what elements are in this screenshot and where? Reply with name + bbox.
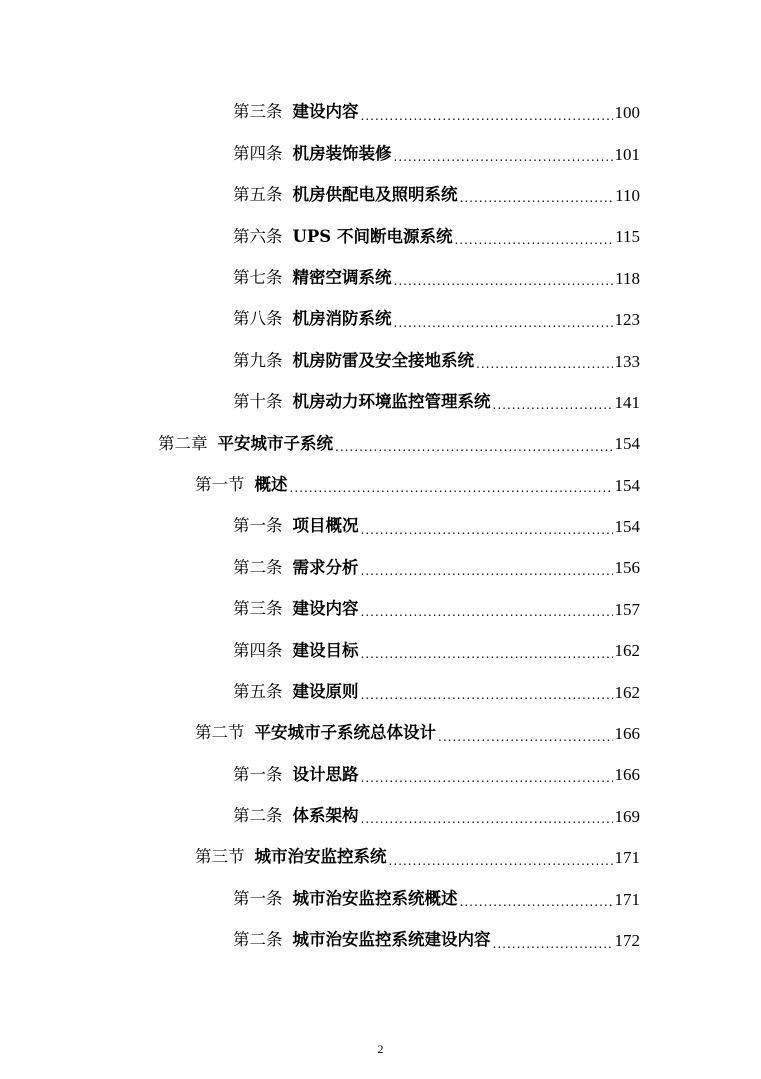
- toc-entry-title: 建设原则: [292, 681, 359, 701]
- toc-entry[interactable]: [0, 754, 761, 795]
- toc-entry-title: 机房防雷及安全接地系统: [292, 350, 474, 370]
- toc-entry[interactable]: [0, 133, 761, 174]
- toc-entry-title: UPS 不间断电源系统: [292, 226, 453, 246]
- toc-entry-number: 第三条: [233, 599, 283, 619]
- toc-entry-title: 机房装饰装修: [292, 143, 392, 163]
- toc-leader-dots: [438, 731, 613, 743]
- toc-entry[interactable]: [0, 878, 761, 919]
- toc-entry-page: 123: [614, 310, 640, 330]
- toc-entry-page: 110: [615, 185, 640, 205]
- toc-entry-page: 133: [614, 351, 640, 371]
- toc-leader-dots: [493, 399, 613, 411]
- toc-leader-dots: [361, 110, 613, 122]
- toc-entry-title: 平安城市子系统总体设计: [254, 723, 436, 743]
- toc-entry[interactable]: [0, 340, 761, 381]
- toc-entry-title: 精密空调系统: [292, 268, 392, 287]
- toc-entry-title: 体系架构: [292, 806, 359, 826]
- toc-entry-number: 第二章: [158, 433, 208, 453]
- toc-entry-number: 第九条: [233, 350, 283, 370]
- page-number: 2: [377, 1042, 384, 1056]
- toc-entry[interactable]: [0, 258, 761, 299]
- toc-entry-number: 第十条: [233, 392, 283, 412]
- toc-entry[interactable]: [0, 382, 761, 423]
- toc-leader-dots: [361, 648, 613, 660]
- toc-leader-dots: [290, 482, 613, 494]
- toc-entry-number: 第一条: [233, 888, 283, 908]
- toc-entry-number: 第二条: [233, 930, 283, 950]
- toc-entry-page: 154: [614, 517, 640, 537]
- toc-leader-dots: [361, 606, 613, 618]
- toc-leader-dots: [394, 275, 614, 287]
- toc-chapter-entry[interactable]: [0, 423, 761, 464]
- toc-leader-dots: [454, 234, 613, 246]
- toc-entry-title: 项目概况: [292, 516, 359, 536]
- toc-entry-number: 第三节: [195, 847, 245, 867]
- toc-entry-title: 机房供配电及照明系统: [292, 185, 458, 205]
- toc-entry-page: 169: [614, 806, 640, 826]
- toc-entry[interactable]: [0, 92, 761, 133]
- toc-entry[interactable]: [0, 589, 761, 630]
- toc-entry-title: 城市治安监控系统概述: [292, 888, 458, 908]
- toc-leader-dots: [389, 855, 613, 867]
- toc-entry-number: 第一节: [195, 474, 245, 494]
- toc-leader-dots: [361, 772, 613, 784]
- toc-entry[interactable]: [0, 796, 761, 837]
- toc-entry[interactable]: [0, 671, 761, 712]
- toc-entry-number: 第一条: [233, 764, 283, 784]
- toc-entry-page: 162: [614, 641, 640, 661]
- toc-entry-title: 平安城市子系统: [217, 433, 333, 453]
- toc-entry-title: 设计思路: [292, 764, 359, 784]
- toc-entry-number: 第八条: [233, 309, 283, 329]
- toc-entry-title: 城市治安监控系统: [254, 847, 387, 867]
- toc-entry-title: 建设目标: [292, 640, 359, 660]
- toc-entry[interactable]: [0, 920, 761, 961]
- toc-entry-number: 第七条: [233, 268, 283, 287]
- table-of-contents: [0, 92, 761, 961]
- toc-entry-title: 机房动力环境监控管理系统: [292, 392, 491, 412]
- toc-entry-number: 第五条: [233, 681, 283, 701]
- toc-leader-dots: [394, 151, 613, 163]
- toc-entry-number: 第六条: [233, 226, 283, 246]
- toc-entry-page: 101: [614, 144, 640, 164]
- toc-entry-page: 118: [615, 268, 640, 288]
- toc-entry-title: 建设内容: [292, 102, 359, 122]
- toc-entry-page: 157: [614, 599, 640, 619]
- toc-entry-number: 第四条: [233, 640, 283, 660]
- toc-entry[interactable]: [0, 547, 761, 588]
- toc-entry-number: 第二条: [233, 557, 283, 577]
- toc-section-entry[interactable]: [0, 837, 761, 878]
- toc-leader-dots: [335, 441, 613, 453]
- toc-leader-dots: [361, 689, 613, 701]
- toc-entry-number: 第二节: [195, 723, 245, 743]
- toc-leader-dots: [460, 896, 613, 908]
- toc-entry-page: 154: [614, 434, 640, 454]
- toc-entry-title: 概述: [254, 474, 288, 494]
- toc-entry[interactable]: [0, 299, 761, 340]
- toc-entry-page: 156: [614, 558, 640, 578]
- toc-entry-number: 第三条: [233, 102, 283, 122]
- toc-leader-dots: [361, 565, 613, 577]
- toc-entry-page: 171: [614, 889, 640, 909]
- toc-leader-dots: [493, 938, 613, 950]
- toc-entry-page: 141: [614, 392, 640, 412]
- toc-leader-dots: [460, 192, 614, 204]
- toc-leader-dots: [394, 317, 613, 329]
- toc-entry-number: 第四条: [233, 143, 283, 163]
- toc-entry[interactable]: [0, 506, 761, 547]
- toc-entry-page: 172: [614, 931, 640, 950]
- toc-section-entry[interactable]: [0, 465, 761, 506]
- toc-leader-dots: [476, 358, 613, 370]
- toc-entry[interactable]: [0, 630, 761, 671]
- toc-entry-page: 171: [614, 848, 640, 868]
- toc-entry-page: 115: [615, 227, 640, 247]
- toc-leader-dots: [361, 524, 613, 536]
- toc-entry-number: 第一条: [233, 516, 283, 536]
- toc-section-entry[interactable]: [0, 713, 761, 754]
- toc-entry[interactable]: [0, 216, 761, 257]
- toc-leader-dots: [361, 813, 613, 825]
- toc-entry[interactable]: [0, 175, 761, 216]
- toc-entry-page: 100: [614, 103, 640, 123]
- toc-entry-number: 第二条: [233, 806, 283, 826]
- toc-entry-title: 城市治安监控系统建设内容: [292, 930, 491, 950]
- toc-entry-number: 第五条: [233, 185, 283, 205]
- toc-entry-page: 166: [614, 765, 640, 785]
- toc-entry-page: 154: [614, 475, 640, 495]
- toc-entry-title: 需求分析: [292, 557, 359, 577]
- toc-entry-page: 166: [614, 724, 640, 744]
- toc-entry-title: 建设内容: [292, 599, 359, 619]
- toc-entry-page: 162: [614, 682, 640, 702]
- toc-entry-title: 机房消防系统: [292, 309, 392, 329]
